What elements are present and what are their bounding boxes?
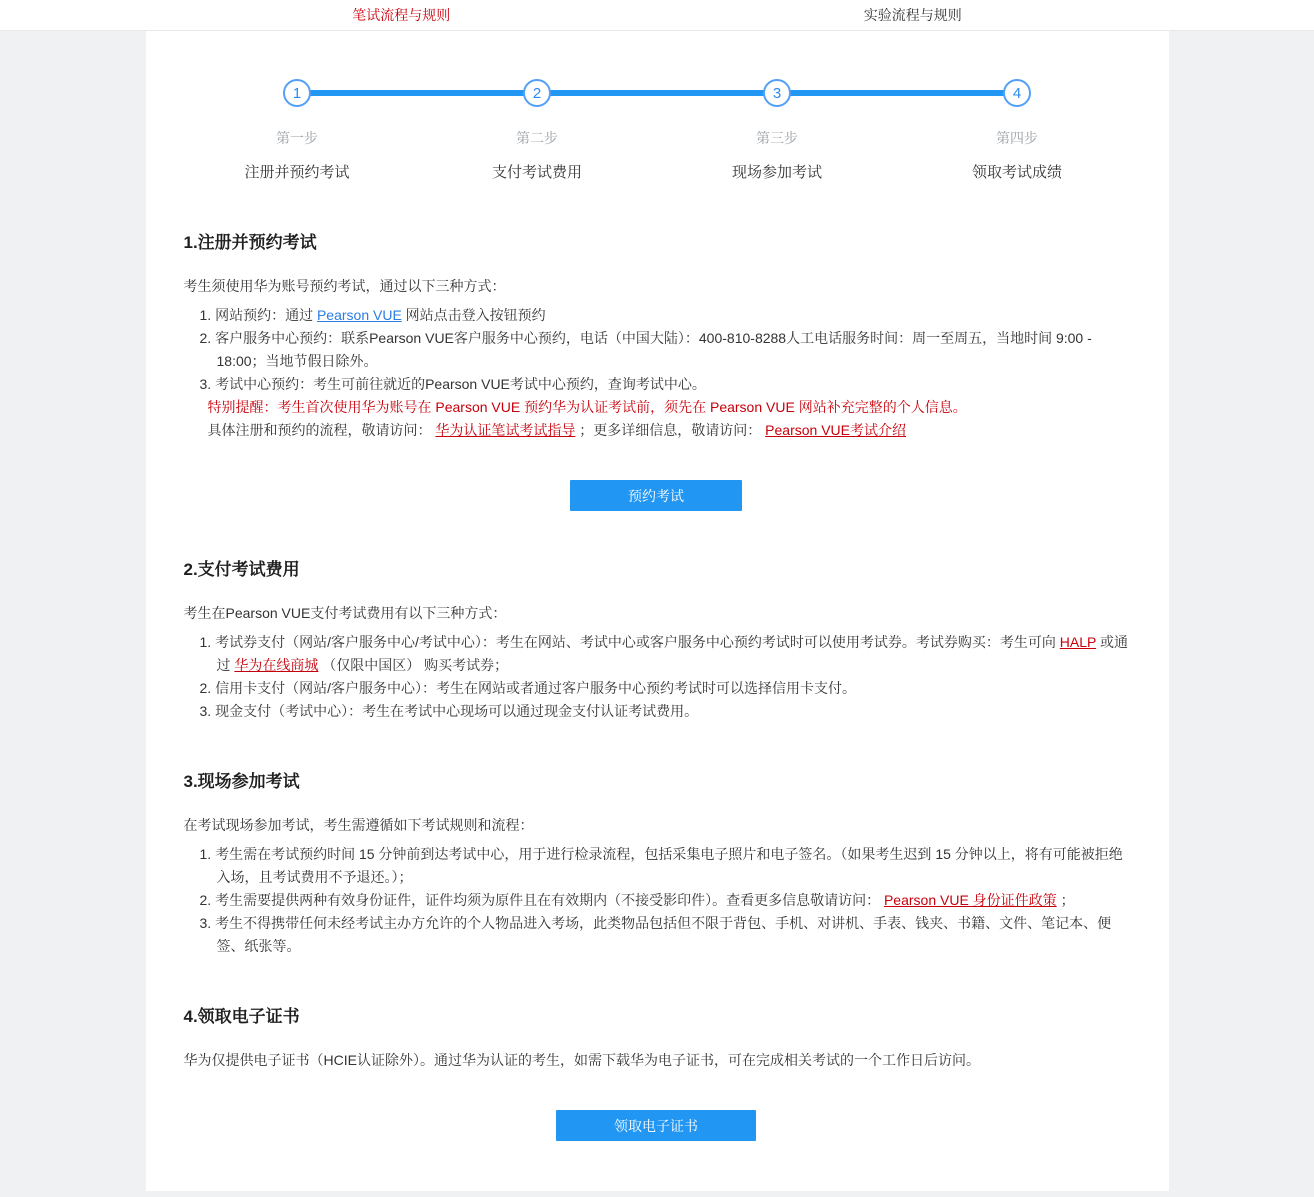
step-label: 第三步 (756, 130, 798, 146)
list-marker: 3. (199, 915, 212, 931)
text-segment: 网站点击登入按钮预约 (401, 307, 546, 323)
text-segment: 具体注册和预约的流程，敬请访问： (207, 422, 436, 438)
step-circle: 2 (523, 79, 551, 107)
step-name: 支付考试费用 (491, 164, 582, 181)
list-item (200, 912, 1129, 958)
text-segment: 信用卡支付（网站/客户服务中心）：考生在网站或者通过客户服务中心预约考试时可以选择信用卡支付。 (215, 680, 856, 696)
list-item (200, 677, 1129, 700)
section-intro: 考生在Pearson VUE支付考试费用有以下三种方式： (183, 605, 507, 621)
section-get-e-certificate (184, 1002, 1129, 1141)
section-list (184, 843, 1129, 958)
text-segment: 或通过 (216, 634, 1128, 673)
inline-link[interactable]: 华为在线商城 (234, 657, 319, 673)
inline-link[interactable]: Pearson VUE考试介绍 (765, 422, 906, 438)
text-segment: ； (1056, 892, 1075, 908)
section-attend-exam-onsite (184, 767, 1129, 958)
stepper (146, 31, 1169, 182)
text-segment: ；更多详细信息，敬请访问： (575, 422, 766, 438)
list-marker: 3. (199, 703, 212, 719)
step-circle: 3 (763, 79, 791, 107)
step-1 (177, 79, 417, 182)
list-marker: 3. (199, 376, 212, 392)
section-heading: 2.支付考试费用 (183, 560, 300, 579)
section-heading: 4.领取电子证书 (183, 1007, 300, 1026)
section-intro: 华为仅提供电子证书（HCIE认证除外）。通过华为认证的考生，如需下载华为电子证书，可在完成相关考试的一个工作日后访问。 (183, 1052, 980, 1068)
list-item (200, 327, 1129, 373)
note-line (184, 396, 1129, 419)
alert-text: 特别提醒：考生首次使用华为账号在 Pearson VUE 预约华为认证考试前，须先在 Pearson VUE 网站补充完整的个人信息。 (207, 399, 967, 415)
section-intro: 在考试现场参加考试，考生需遵循如下考试规则和流程： (183, 817, 534, 833)
list-marker: 2. (199, 892, 212, 908)
step-circle: 4 (1003, 79, 1031, 107)
section-list (184, 304, 1129, 396)
button-row (184, 480, 1129, 511)
text-segment: 现金支付（考试中心）：考生在考试中心现场可以通过现金支付认证考试费用。 (215, 703, 699, 719)
step-label: 第二步 (516, 130, 558, 146)
step-3 (657, 79, 897, 182)
text-segment: 考生需要提供两种有效身份证件，证件均须为原件且在有效期内（不接受影印件）。查看更多信息敬请访问： (215, 892, 884, 908)
list-marker: 2. (199, 330, 212, 346)
section-intro: 考生须使用华为账号预约考试，通过以下三种方式： (183, 278, 506, 294)
step-label: 第一步 (276, 130, 318, 146)
list-marker: 2. (199, 680, 212, 696)
list-marker: 1. (199, 634, 212, 650)
section-heading: 3.现场参加考试 (183, 772, 300, 791)
section-pay-exam-fee (184, 555, 1129, 723)
list-item (200, 889, 1129, 912)
section-list (184, 631, 1129, 723)
content-card (146, 31, 1169, 1191)
inline-link[interactable]: Pearson VUE (316, 307, 402, 323)
button-row (184, 1110, 1129, 1141)
text-segment: 客户服务中心预约：联系Pearson VUE客户服务中心预约，电话（中国大陆）：400-810-8288人工电话服务时间：周一至周五，当地时间 9:00 - 18:00；当地节假日除外。 (215, 330, 1092, 369)
tab-written-exam-process[interactable]: 笔试流程与规则 (352, 7, 451, 23)
list-item (200, 631, 1129, 677)
text-segment: 网站预约：通过 (215, 307, 317, 323)
text-segment: 考试中心预约：考生可前往就近的Pearson VUE考试中心预约，查询考试中心。 (215, 376, 706, 392)
step-circle: 1 (283, 79, 311, 107)
section-notes (184, 396, 1129, 442)
section-register-and-book (184, 228, 1129, 511)
sections-container (146, 228, 1169, 1141)
inline-link[interactable]: 华为认证笔试考试指导 (435, 422, 576, 438)
note-line (184, 419, 1129, 442)
list-item (200, 843, 1129, 889)
step-name: 现场参加考试 (731, 164, 822, 181)
get-e-certificate-button[interactable]: 领取电子证书 (556, 1110, 756, 1141)
list-marker: 1. (199, 307, 212, 323)
steps-row (177, 79, 1137, 182)
book-exam-button[interactable]: 预约考试 (570, 480, 742, 511)
step-2 (417, 79, 657, 182)
step-4 (897, 79, 1137, 182)
tab-bar (0, 0, 1314, 31)
step-label: 第四步 (996, 130, 1038, 146)
step-name: 注册并预约考试 (244, 164, 350, 181)
list-item (200, 373, 1129, 396)
text-segment: 考试券支付（网站/客户服务中心/考试中心）：考生在网站、考试中心或客户服务中心预约考试时可以使用考试券。考试券购买：考生可向 (215, 634, 1060, 650)
text-segment: 考生需在考试预约时间 15 分钟前到达考试中心，用于进行检录流程，包括采集电子照片和电子签名。（如果考生迟到 15 分钟以上，将有可能被拒绝入场，且考试费用不予退还。）； (215, 846, 1123, 885)
step-name: 领取考试成绩 (971, 164, 1062, 181)
text-segment: 考生不得携带任何未经考试主办方允许的个人物品进入考场，此类物品包括但不限于背包、手机、对讲机、手表、钱夹、书籍、文件、笔记本、便签、纸张等。 (215, 915, 1112, 954)
list-item (200, 304, 1129, 327)
list-marker: 1. (199, 846, 212, 862)
inline-link[interactable]: HALP (1059, 634, 1097, 650)
section-heading: 1.注册并预约考试 (183, 233, 317, 252)
inline-link[interactable]: Pearson VUE 身份证件政策 (883, 892, 1057, 908)
tabs-container (146, 0, 1169, 30)
text-segment: （仅限中国区） 购买考试券； (318, 657, 509, 673)
tab-lab-exam-process[interactable]: 实验流程与规则 (863, 7, 962, 23)
list-item (200, 700, 1129, 723)
